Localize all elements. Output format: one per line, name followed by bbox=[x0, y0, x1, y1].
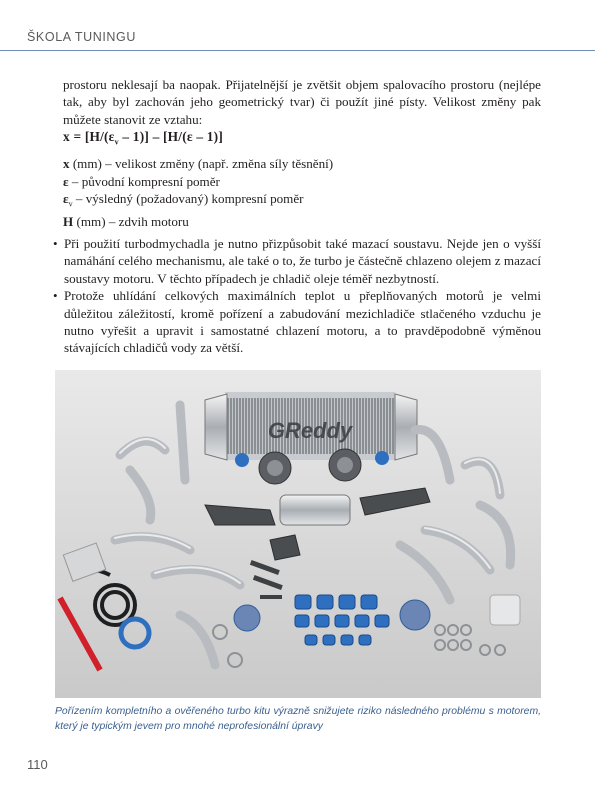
definition-symbol: H bbox=[63, 214, 74, 230]
definition-item bbox=[63, 190, 333, 213]
formula bbox=[63, 129, 223, 147]
air-filter-right bbox=[400, 600, 430, 630]
bullet-list bbox=[55, 235, 541, 357]
bullet-item bbox=[55, 235, 541, 287]
definition-list bbox=[63, 155, 333, 231]
bullet-icon: • bbox=[53, 288, 58, 304]
definition-symbol: ε bbox=[63, 173, 69, 189]
definition-text: (mm) – zdvih motoru bbox=[73, 214, 189, 230]
definition-text: (mm) – velikost změny (např. změna síly těsnění) bbox=[69, 156, 334, 171]
formula-subscript: v bbox=[114, 137, 119, 147]
air-filter-left bbox=[234, 605, 260, 631]
definition-text: – původní kompresní poměr bbox=[68, 173, 220, 189]
turbo-kit-illustration bbox=[55, 370, 541, 698]
bullet-icon: • bbox=[53, 236, 58, 251]
definition-item bbox=[63, 155, 333, 173]
definition-symbol: ε bbox=[63, 191, 69, 206]
definition-item bbox=[63, 213, 333, 231]
photo-caption: Pořízením kompletního a ověřeného turbo kitu výrazně snižujete riziko následného problému s motorem, který je typickým jevem pro mnohé neprofesionální úpravy bbox=[55, 706, 541, 732]
definition-subscript: v bbox=[68, 199, 73, 209]
turbo-kit-photo bbox=[55, 370, 541, 698]
definition-text: – výsledný (požadovaný) kompresní poměr bbox=[72, 191, 304, 206]
page-number: 110 bbox=[27, 757, 48, 772]
brand-logo: GReddy bbox=[267, 418, 353, 443]
definition-item bbox=[63, 173, 333, 191]
parts-box bbox=[490, 595, 520, 625]
bullet-text: Protože uhlídání celkových maximálních teplot u přeplňovaných motorů je velmi důležitou záležitostí, kromě pořízení a zabudování mezichladiče stlačeného vzduchu je nutno vyřešit a upravit i samostatné chlazení motoru, a to pravděpodobně výměnou stávajících chladičů vody za větší. bbox=[64, 288, 541, 356]
section-title: ŠKOLA TUNINGU bbox=[27, 30, 136, 44]
paragraph-intro: prostoru neklesají ba naopak. Přijatelnější je zvětšit objem spalovacího prostoru (nejlépe tak, aby byl zachován jeho geometrický tvar) či použít jiné písty. Velikost změny pak můžete stanovit ze vztahu: bbox=[63, 77, 541, 127]
definition-symbol: x bbox=[63, 156, 70, 171]
bullet-item bbox=[55, 287, 541, 357]
page-header bbox=[0, 0, 595, 52]
header-divider bbox=[0, 50, 595, 51]
intake-plenum bbox=[280, 495, 350, 525]
formula-part-a: x = [H/(ε bbox=[63, 129, 115, 144]
formula-part-b: – 1)] – [H/(ε – 1)] bbox=[118, 129, 223, 144]
intercooler bbox=[205, 392, 417, 460]
bullet-text: Při použití turbodmychadla je nutno přizpůsobit také mazací soustavu. Nejde jen o vyšší namáhání celého mechanismu, ale také o to, že turbo je částečně chlazeno olejem z mazací soustavy motoru. V těchto případech je chladič oleje téměř nezbytností. bbox=[64, 236, 541, 286]
